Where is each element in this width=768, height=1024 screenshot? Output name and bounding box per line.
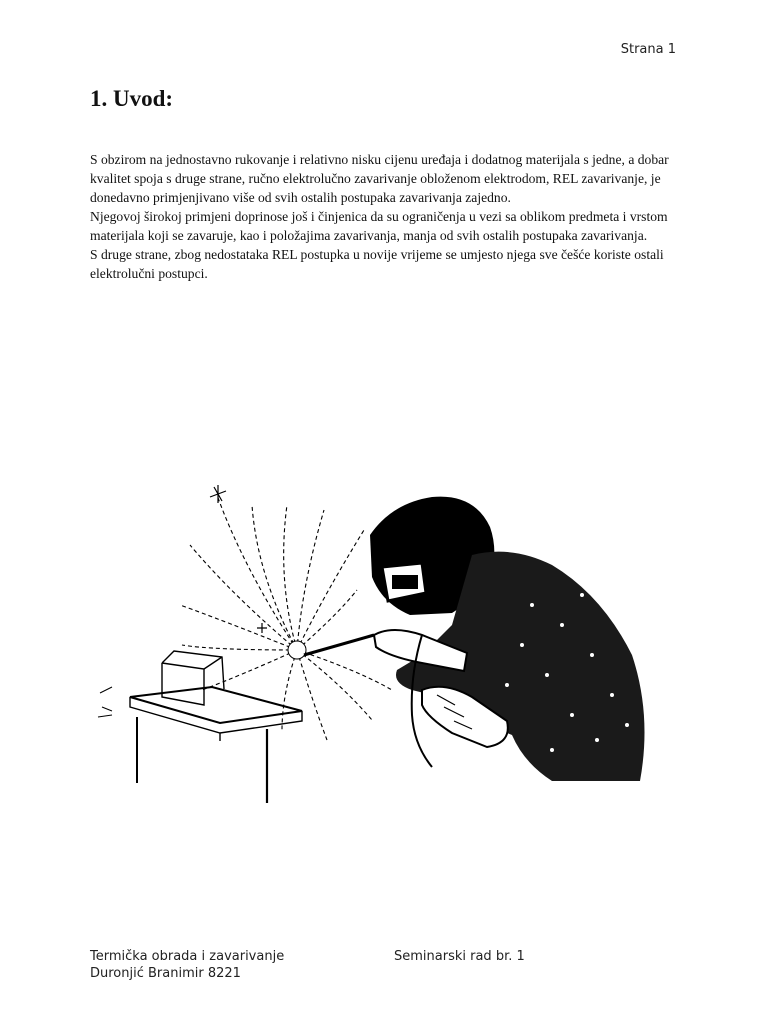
paragraph: S druge strane, zbog nedostataka REL postupka u novije vrijeme se umjesto njega sve češće koriste ostali elektrolučni postupci. [90, 247, 664, 281]
paragraph: Njegovoj širokoj primjeni doprinose još i činjenica da su ograničenja u vezi sa oblikom predmeta i vrstom materijala koji se zavaruje, kao i položajima zavarivanja, manja od svih ostalih postupaka zavarivanja. [90, 209, 668, 243]
welder-illustration [92, 485, 662, 810]
footer-course: Termička obrada i zavarivanje [90, 949, 285, 964]
page-number: Strana 1 [620, 42, 676, 57]
paragraph: S obzirom na jednostavno rukovanje i relativno nisku cijenu uređaja i dodatnog materijala s jedne, a dobar kvalitet spoja s druge strane, ručno elektrolučno zavarivanje obloženom elektrodom, REL zavarivanje, je donedavno primjenjivano više od svih ostalih postupaka zavarivanja zajedno. [90, 152, 669, 205]
body-text [90, 150, 680, 283]
section-title: 1. Uvod: [90, 86, 174, 111]
footer-author: Duronjić Branimir 8221 [90, 966, 241, 981]
footer-work-title: Seminarski rad br. 1 [394, 949, 525, 964]
